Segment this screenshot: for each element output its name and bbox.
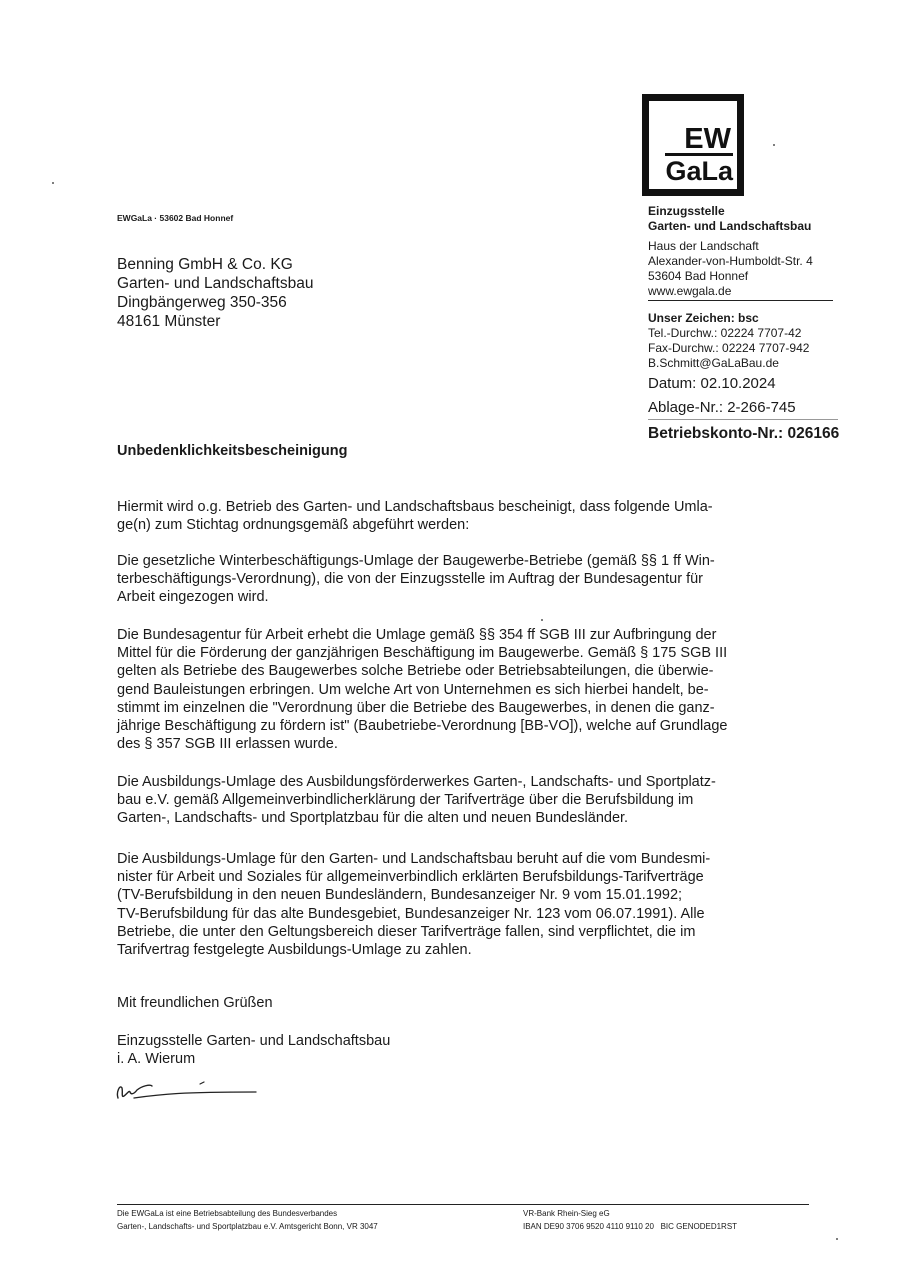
text-line: Mittel für die Förderung der ganzjährigen Beschäftigung im Baugewerbe. Gemäß § 175 SGB III <box>117 645 728 662</box>
footer-line: IBAN DE90 3706 9520 4110 9110 20 BIC GENODED1RST <box>523 1222 738 1231</box>
recipient-line: Garten- und Landschaftsbau <box>117 275 314 292</box>
phone-number: Tel.-Durchw.: 02224 7707-42 <box>648 326 802 340</box>
divider <box>648 300 833 301</box>
footer-bank <box>523 1207 737 1233</box>
footer-divider <box>117 1204 809 1205</box>
footer-line: VR-Bank Rhein-Sieg eG <box>523 1209 610 1218</box>
paragraph <box>117 773 807 828</box>
recipient-line: 48161 Münster <box>117 313 221 330</box>
closing-greeting: Mit freundlichen Grüßen <box>117 995 273 1011</box>
logo-text-gala: GaLa <box>665 153 733 186</box>
text-line: Garten-, Landschafts- und Sportplatzbau für die alten und neuen Bundesländer. <box>117 810 629 827</box>
scan-speck <box>541 619 543 621</box>
recipient-address <box>117 255 313 331</box>
text-line: stimmt im einzelnen die "Verordnung über die Betriebe des Baugewerbes, in denen die ganz- <box>117 699 715 716</box>
text-line: Die Ausbildungs-Umlage für den Garten- und Landschaftsbau beruht auf die vom Bundesmi- <box>117 851 711 867</box>
fax-number: Fax-Durchw.: 02224 7707-942 <box>648 341 810 355</box>
text-line: jährige Beschäftigung zu fördern ist" (Baubetriebe-Verordnung [BB-VO]), welche auf Grundlage <box>117 718 728 735</box>
recipient-line: Dingbängerweg 350-356 <box>117 294 287 311</box>
text-line: nister für Arbeit und Soziales für allgemeinverbindlich erklärten Berufsbildungs-Tarifverträge <box>117 869 704 886</box>
issuer-address-line: Haus der Landschaft <box>648 239 759 253</box>
text-line: terbeschäftigungs-Verordnung), die von der Einzugsstelle im Auftrag der Bundesagentur für <box>117 571 703 588</box>
sender-return-address: EWGaLa · 53602 Bad Honnef <box>117 213 234 223</box>
footer-line: Garten-, Landschafts- und Sportplatzbau e.V. Amtsgericht Bonn, VR 3047 <box>117 1222 378 1231</box>
issuer-address <box>648 239 813 299</box>
handwritten-signature <box>112 1072 262 1106</box>
text-line: Hiermit wird o.g. Betrieb des Garten- und Landschaftsbaus bescheinigt, dass folgende Umla- <box>117 499 713 515</box>
text-line: ge(n) zum Stichtag ordnungsgemäß abgeführt werden: <box>117 517 470 534</box>
text-line: (TV-Berufsbildung in den neuen Bundesländern, Bundesanzeiger Nr. 9 vom 15.01.1992; <box>117 887 683 904</box>
paragraph <box>117 552 807 607</box>
document-date: Datum: 02.10.2024 <box>648 375 776 392</box>
text-line: Arbeit eingezogen wird. <box>117 589 269 606</box>
text-line: des § 357 SGB III erlassen wurde. <box>117 736 338 753</box>
text-line: gend Bauleistungen erbringen. Um welche Art von Unternehmen es sich hierbei handelt, be- <box>117 681 709 698</box>
signoff-signatory: i. A. Wierum <box>117 1051 196 1067</box>
text-line: Die Bundesagentur für Arbeit erhebt die Umlage gemäß §§ 354 ff SGB III zur Aufbringung der <box>117 627 717 643</box>
text-line: Die gesetzliche Winterbeschäftigungs-Umlage der Baugewerbe-Betriebe (gemäß §§ 1 ff Win- <box>117 553 715 569</box>
text-line: Betriebe, die unter den Geltungsbereich dieser Tarifverträge fallen, sind verpflichtet, die im <box>117 923 696 940</box>
footer-line: Die EWGaLa ist eine Betriebsabteilung des Bundesverbandes <box>117 1209 338 1218</box>
email-address[interactable]: B.Schmitt@GaLaBau.de <box>648 356 779 370</box>
scan-speck <box>52 182 54 184</box>
text-line: Die Ausbildungs-Umlage des Ausbildungsförderwerkes Garten-, Landschafts- und Sportplatz- <box>117 774 716 790</box>
issuer-address-line: 53604 Bad Honnef <box>648 269 749 283</box>
issuer-name-line: Garten- und Landschaftsbau <box>648 219 812 233</box>
issuer-name <box>648 204 811 234</box>
text-line: bau e.V. gemäß Allgemeinverbindlicherklärung der Tarifverträge über die Berufsbildung im <box>117 792 694 809</box>
document-subject: Unbedenklichkeitsbescheinigung <box>117 443 348 459</box>
text-line: Tarifvertrag festgelegte Ausbildungs-Umlage zu zahlen. <box>117 942 472 959</box>
logo-text-ew: EW <box>684 123 731 155</box>
paragraph <box>117 626 807 753</box>
footer-legal <box>117 1207 378 1233</box>
issuer-address-line: Alexander-von-Humboldt-Str. 4 <box>648 254 813 268</box>
paragraph <box>117 850 807 959</box>
scan-speck <box>773 144 775 146</box>
issuer-contact <box>648 311 809 371</box>
text-line: gelten als Betriebe des Baugewerbes solche Betriebe oder Betriebsabteilungen, die überwie- <box>117 663 714 680</box>
recipient-line: Benning GmbH & Co. KG <box>117 256 293 273</box>
text-line: TV-Berufsbildung für das alte Bundesgebiet, Bundesanzeiger Nr. 123 vom 06.07.1991). Alle <box>117 905 705 922</box>
divider <box>648 419 838 420</box>
ewgala-logo <box>642 94 744 196</box>
issuer-name-line: Einzugsstelle <box>648 204 725 218</box>
scan-speck <box>836 1238 838 1240</box>
issuer-website-link[interactable]: www.ewgala.de <box>648 284 732 298</box>
reference-label: Unser Zeichen: bsc <box>648 311 759 325</box>
paragraph <box>117 498 807 534</box>
account-number: Betriebskonto-Nr.: 026166 <box>648 425 840 442</box>
signoff-block <box>117 1032 390 1068</box>
filing-number: Ablage-Nr.: 2-266-745 <box>648 399 796 416</box>
signoff-organization: Einzugsstelle Garten- und Landschaftsbau <box>117 1033 391 1049</box>
